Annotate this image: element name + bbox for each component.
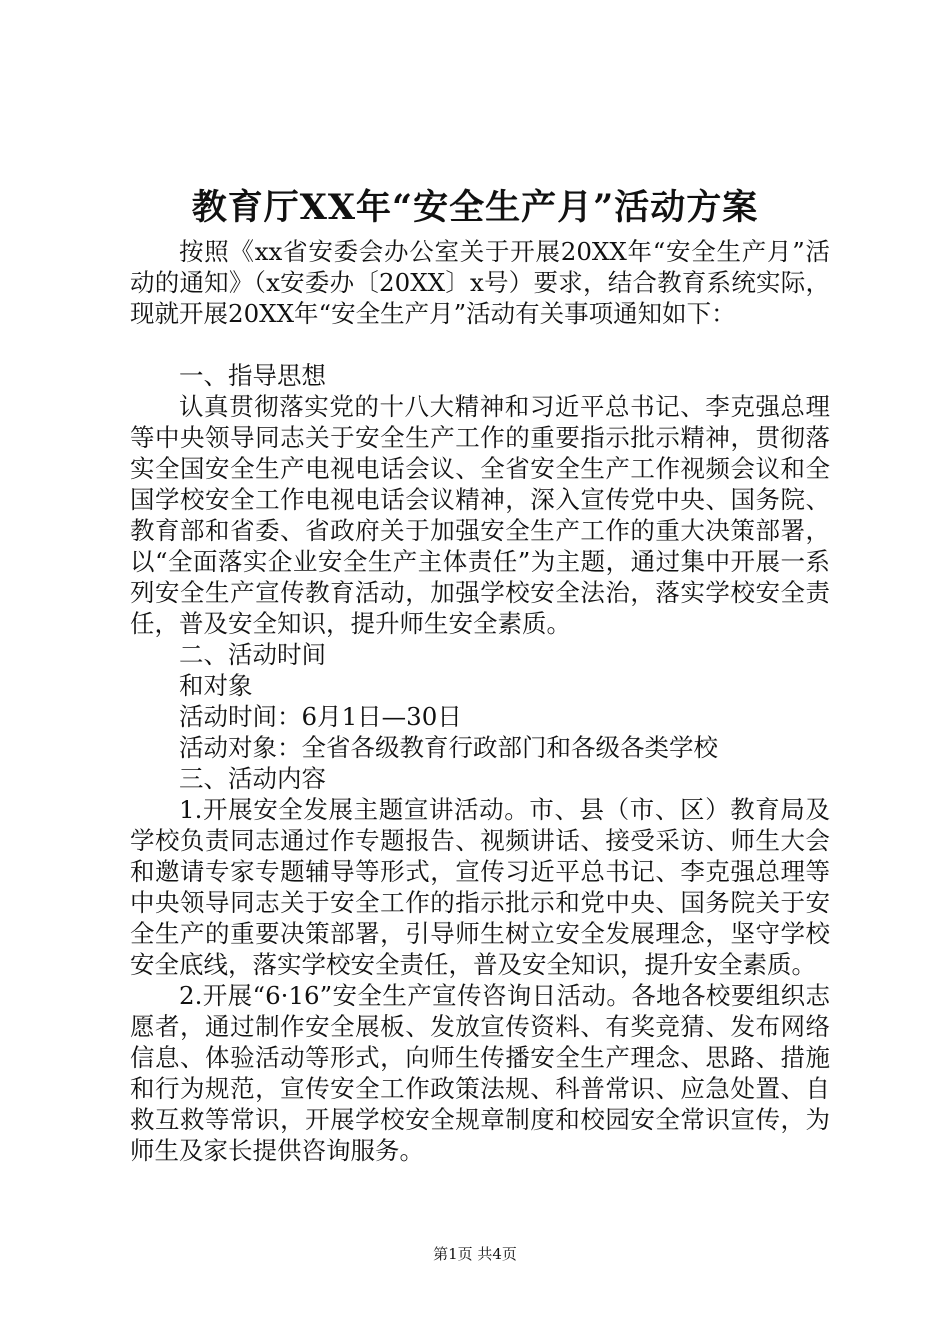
document-body: [130, 236, 830, 1166]
content-item-2: 2.开展“6·16”安全生产宣传咨询日活动。各地各校要组织志愿者，通过制作安全展板、发放宣传资料、有奖竞猜、发布网络信息、体验活动等形式，向师生传播安全生产理念、思路、措施和行为规范，宣传安全工作政策法规、科普常识、应急处置、自救互救等常识，开展学校安全规章制度和校园安全常识宣传，为师生及家长提供咨询服务。: [130, 981, 830, 1165]
page-footer: 第1页 共4页: [433, 1245, 517, 1263]
section-heading-activity-time: 二、活动时间: [179, 640, 326, 669]
section-heading-continuation: 和对象: [179, 671, 253, 700]
section-heading-activity-content: 三、活动内容: [179, 764, 326, 793]
document-title: 教育厅XX年“安全生产月”活动方案: [191, 187, 759, 228]
activity-time-line: 活动时间：6月1日—30日: [179, 702, 462, 731]
section-heading-guiding-thought: 一、指导思想: [179, 361, 326, 390]
content-item-1: 1.开展安全发展主题宣讲活动。市、县（市、区）教育局及学校负责同志通过作专题报告、视频讲话、接受采访、师生大会和邀请专家专题辅导等形式，宣传习近平总书记、李克强总理等中央领导同志关于安全工作的指示批示和党中央、国务院关于安全生产的重要决策部署，引导师生树立安全发展理念，坚守学校安全底线，落实学校安全责任，普及安全知识，提升安全素质。: [130, 795, 830, 979]
intro-paragraph: 按照《xx省安委会办公室关于开展20XX年“安全生产月”活动的通知》（x安委办〔20XX〕x号）要求，结合教育系统实际，现就开展20XX年“安全生产月”活动有关事项通知如下：: [130, 237, 830, 328]
activity-target-line: 活动对象：全省各级教育行政部门和各级各类学校: [179, 733, 718, 762]
guiding-thought-paragraph: 认真贯彻落实党的十八大精神和习近平总书记、李克强总理等中央领导同志关于安全生产工作的重要指示批示精神，贯彻落实全国安全生产电视电话会议、全省安全生产工作视频会议和全国学校安全工作电视电话会议精神，深入宣传党中央、国务院、教育部和省委、省政府关于加强安全生产工作的重大决策部署，以“全面落实企业安全生产主体责任”为主题，通过集中开展一系列安全生产宣传教育活动，加强学校安全法治，落实学校安全责任，普及安全知识，提升师生安全素质。: [130, 392, 830, 638]
